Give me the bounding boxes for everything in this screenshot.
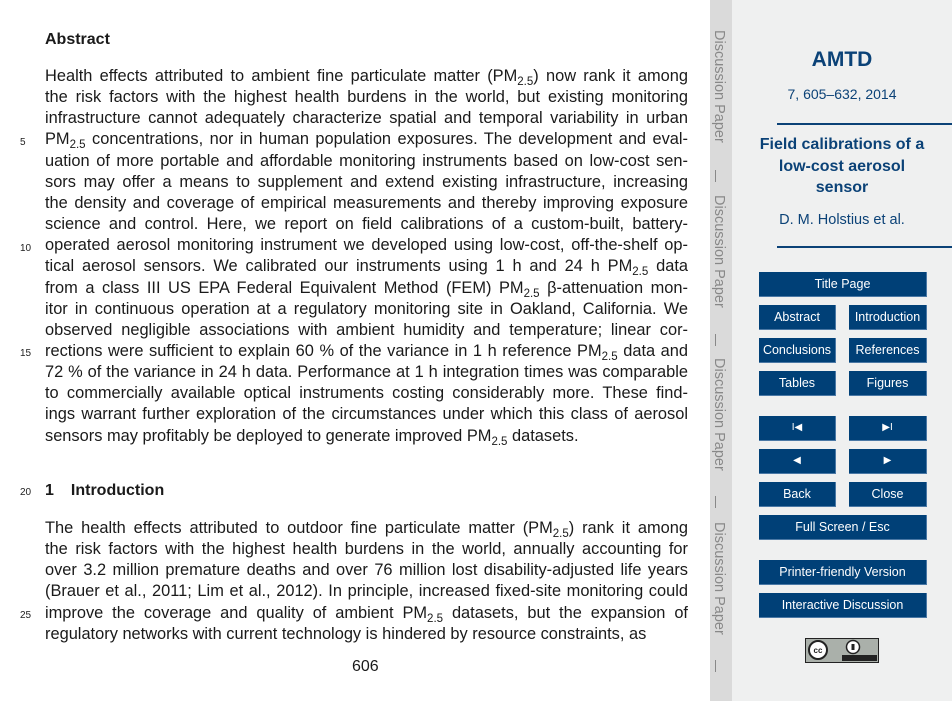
text-segment: datasets, but the expansion of [443, 603, 688, 622]
text-line [45, 66, 688, 87]
text-line [45, 256, 688, 277]
text-line [45, 108, 688, 129]
close-button[interactable]: Close [849, 482, 927, 507]
side-label: Discussion Paper [711, 522, 727, 635]
text-line [45, 193, 688, 214]
cc-by-license-icon[interactable] [805, 638, 879, 663]
text-segment: infrastructure cannot adequately characterize spatial and temporal variability in urban [45, 109, 688, 128]
previous-page-button[interactable]: ◀ [759, 449, 836, 474]
text-segment: science and control. Here, we report on field calibrations of a custom-built, battery- [45, 215, 688, 234]
text-segment: observed negligible associations with ambient humidity and temperature; linear cor- [45, 320, 688, 339]
text-line [45, 87, 688, 108]
text-line [45, 299, 688, 320]
text-line [45, 603, 688, 624]
text-segment: The health effects attributed to outdoor fine particulate matter (PM [45, 519, 553, 537]
text-segment: from a class III US EPA Federal Equivalent Method (FEM) PM [45, 278, 524, 297]
text-line [45, 404, 688, 425]
printer-friendly-button[interactable]: Printer-friendly Version [759, 560, 927, 585]
text-line [45, 362, 688, 383]
divider [715, 170, 716, 182]
divider [777, 246, 952, 248]
text-segment: improve the coverage and quality of ambient PM [45, 603, 428, 622]
conclusions-button[interactable]: Conclusions [759, 338, 836, 363]
text-line [45, 172, 688, 193]
next-page-button[interactable]: ▶ [849, 449, 927, 474]
volume-info: 7, 605–632, 2014 [787, 86, 897, 102]
text-segment: sensors may profitably be deployed to generate improved PM [45, 426, 492, 445]
text-line [45, 518, 688, 539]
abstract-heading: Abstract [45, 31, 110, 48]
authors: D. M. Holstius et al. [779, 212, 905, 228]
text-line [45, 383, 688, 404]
text-segment: concentrations, nor in human population exposures. The development and eval- [85, 130, 688, 149]
text-line [45, 539, 688, 560]
tables-button[interactable]: Tables [759, 371, 836, 396]
section-number: 1 [45, 482, 54, 499]
full-screen-button[interactable]: Full Screen / Esc [759, 515, 927, 540]
last-page-button[interactable]: ▶I [849, 416, 927, 441]
text-segment: ) rank it among [568, 519, 688, 537]
subscript: 2.5 [632, 266, 649, 279]
text-segment: β-attenuation mon- [539, 278, 688, 297]
line-number: 25 [20, 610, 32, 621]
text-segment: sors may offer a means to supplement and extend existing infrastructure, increasing [45, 172, 688, 191]
subscript: 2.5 [601, 350, 618, 363]
text-segment: ings warrant further exploration of the circumstances under which this class of aerosol [45, 405, 688, 424]
interactive-discussion-button[interactable]: Interactive Discussion [759, 593, 927, 618]
text-line [45, 278, 688, 299]
text-line [45, 426, 688, 447]
text-segment: regulatory networks with current technology is hindered by resource constraints, as [45, 624, 647, 643]
title-page-button[interactable]: Title Page [759, 272, 927, 297]
subscript: 2.5 [69, 139, 86, 152]
text-segment: itor in continuous operation at a regulatory monitoring site in Oakland, California. We [45, 299, 688, 318]
text-segment: over 3.2 million premature deaths and over 76 million lost disability-adjusted life years [45, 561, 688, 580]
line-number: 5 [20, 137, 26, 148]
text-segment: the risk factors with the highest health burdens in the world, but existing monitoring [45, 88, 688, 107]
text-segment: rections were sufficient to explain 60 % of the variance in 1 h reference PM [45, 341, 602, 360]
text-segment: the risk factors with the highest health burdens in the world, annually accounting for [45, 540, 688, 559]
divider [715, 496, 716, 508]
section-title: Introduction [70, 482, 165, 499]
subscript: 2.5 [523, 287, 540, 300]
subscript: 2.5 [552, 528, 569, 540]
text-line [45, 214, 688, 235]
abstract-button[interactable]: Abstract [759, 305, 836, 330]
divider [777, 123, 952, 125]
text-line [45, 129, 688, 150]
cc-logo-icon [806, 639, 878, 662]
intro-heading [45, 482, 164, 500]
text-line [45, 320, 688, 341]
line-number: 15 [20, 348, 32, 359]
text-segment: Health effects attributed to ambient fine particulate matter (PM [45, 67, 518, 85]
journal-name: AMTD [811, 48, 873, 71]
text-segment: data and [617, 341, 689, 360]
text-segment: ) now rank it among [533, 67, 688, 85]
text-line [45, 341, 688, 362]
text-line [45, 560, 688, 581]
text-segment: 72 % of the variance in 24 h data. Performance at 1 h integration times was comparable [45, 363, 688, 382]
text-segment: uation of more portable and affordable monitoring instruments based on low-cost sen- [45, 151, 688, 170]
references-button[interactable]: References [849, 338, 927, 363]
text-line [45, 581, 688, 602]
subscript: 2.5 [517, 76, 534, 88]
text-segment: to commercially available optical instruments costing considerably more. These find- [45, 384, 688, 403]
text-segment: tical aerosol sensors. We calibrated our instruments using 1 h and 24 h PM [45, 257, 633, 276]
divider [715, 334, 716, 346]
text-segment: data [648, 257, 688, 276]
figures-button[interactable]: Figures [849, 371, 927, 396]
page-number: 606 [352, 658, 379, 675]
line-number: 10 [20, 243, 32, 254]
first-page-button[interactable]: I◀ [759, 416, 836, 441]
line-number: 20 [20, 487, 32, 498]
text-line [45, 235, 688, 256]
text-line [45, 151, 688, 172]
introduction-button[interactable]: Introduction [849, 305, 927, 330]
back-button[interactable]: Back [759, 482, 836, 507]
side-label: Discussion Paper [711, 358, 727, 471]
divider [715, 660, 716, 672]
svg-text:cc: cc [813, 646, 823, 655]
text-line [45, 624, 688, 645]
text-segment: operated aerosol monitoring instrument we developed using low-cost, off-the-shelf op- [45, 236, 688, 255]
text-segment: PM [45, 130, 70, 149]
side-label: Discussion Paper [711, 30, 727, 143]
text-segment: (Brauer et al., 2011; Lim et al., 2012). In principle, increased fixed-site monitoring could [45, 582, 688, 601]
text-segment: the density and coverage of empirical measurements and thereby improving exposure [45, 193, 688, 212]
subscript: 2.5 [427, 612, 444, 625]
subscript: 2.5 [491, 435, 508, 448]
paper-title: Field calibrations of a low-cost aerosol sensor [759, 136, 925, 196]
text-segment: datasets. [507, 426, 579, 445]
side-label: Discussion Paper [711, 195, 727, 308]
